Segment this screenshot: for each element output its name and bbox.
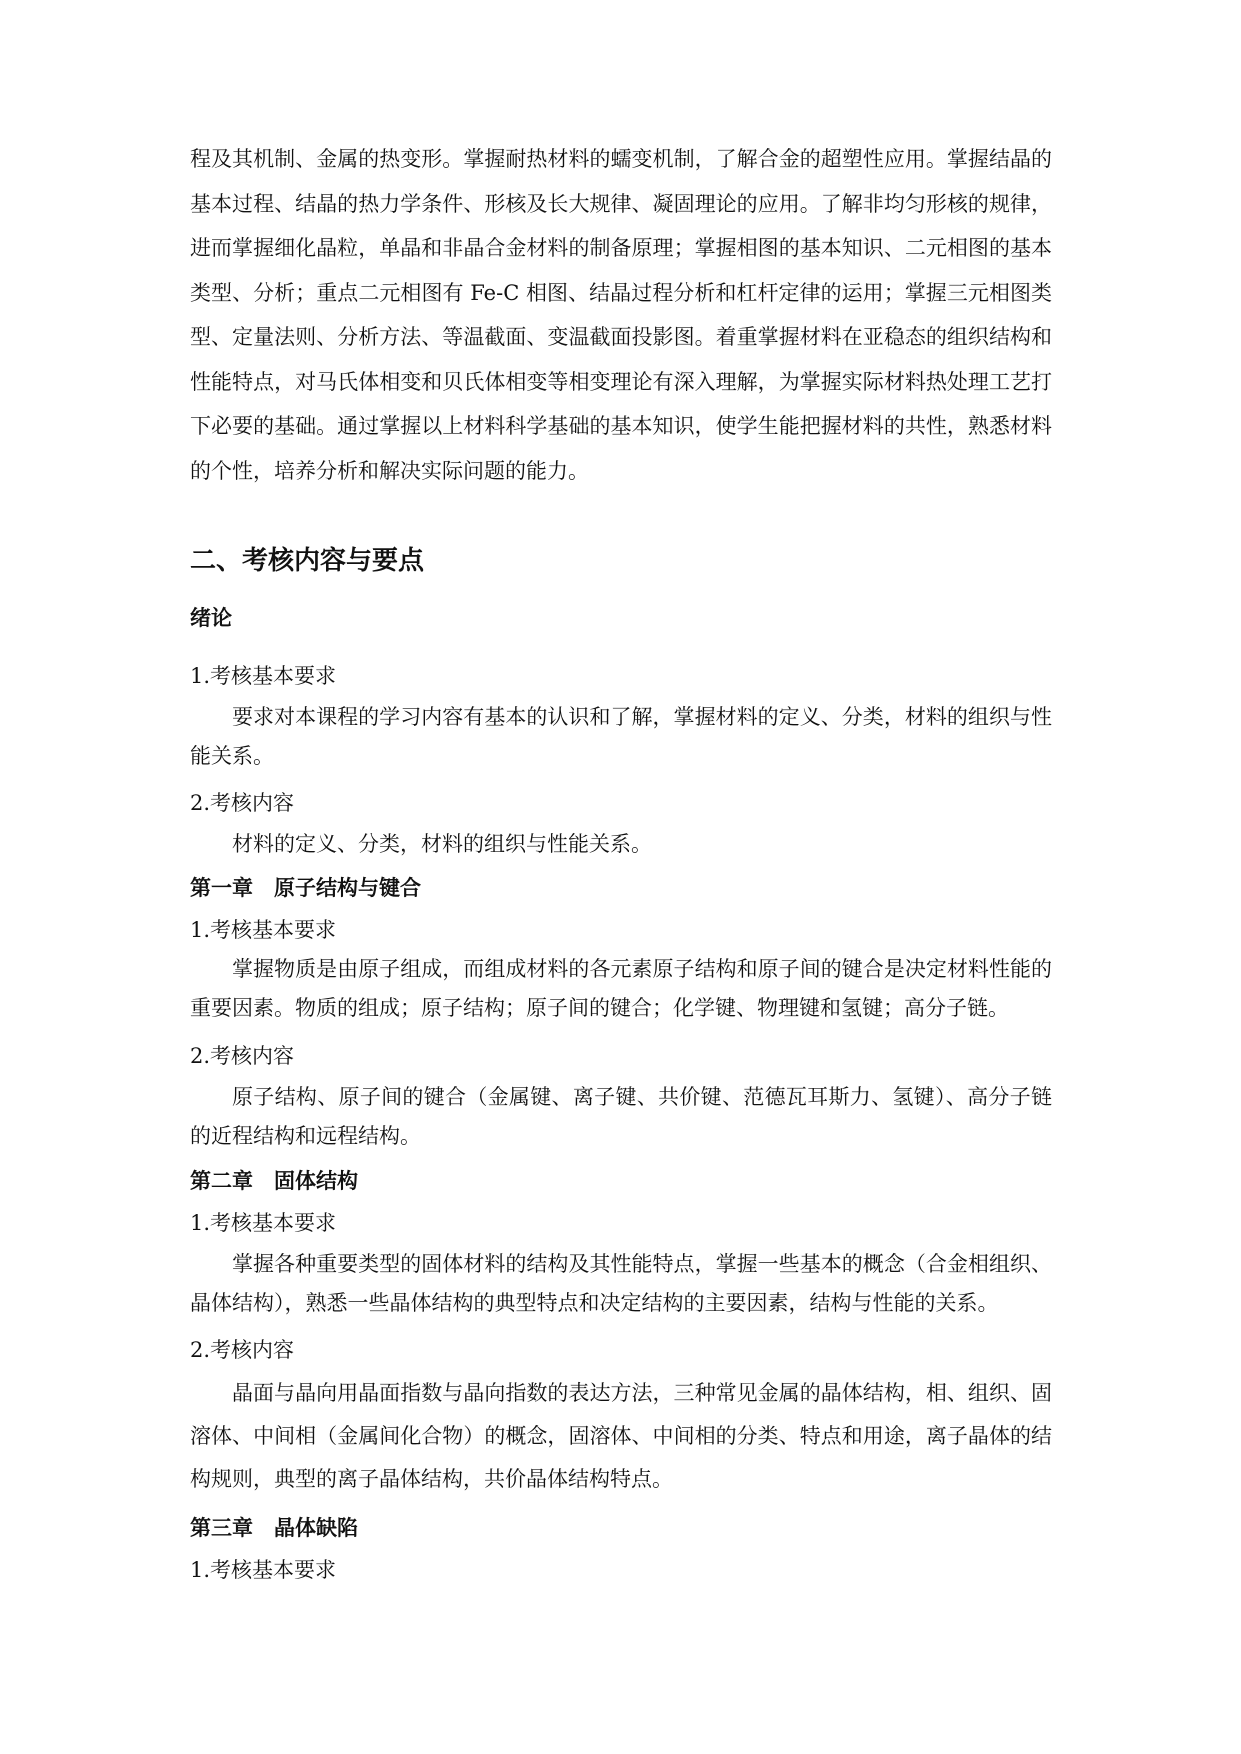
chapter2-title: 第二章 固体结构 xyxy=(190,1168,358,1193)
chapter1-content-text: 原子结构、原子间的键合（金属键、离子键、共价键、范德瓦耳斯力、氢键）、高分子链的近程结构和远程结构。 xyxy=(190,1085,1052,1148)
chapter2-content-label: 2.考核内容 xyxy=(190,1338,295,1362)
section-title: 二、考核内容与要点 xyxy=(190,546,425,576)
intro-section-title: 绪论 xyxy=(190,605,232,630)
chapter2-req-text: 掌握各种重要类型的固体材料的结构及其性能特点，掌握一些基本的概念（合金相组织、晶体结构），熟悉一些晶体结构的典型特点和决定结构的主要因素，结构与性能的关系。 xyxy=(190,1252,1052,1315)
intro-paragraph: 程及其机制、金属的热变形。掌握耐热材料的蠕变机制，了解合金的超塑性应用。掌握结晶的基本过程、结晶的热力学条件、形核及长大规律、凝固理论的应用。了解非均匀形核的规律，进而掌握细化晶粒，单晶和非晶合金材料的制备原理；掌握相图的基本知识、二元相图的基本类型、分析；重点二元相图有 Fe-C 相图、结晶过程分析和杠杆定律的运用；掌握三元相图类型、定量法则、分析方法、等温截面、变温截面投影图。着重掌握材料在亚稳态的组织结构和性能特点，对马氏体相变和贝氏体相变等相变理论有深入理解，为掌握实际材料热处理工艺打下必要的基础。通过掌握以上材料科学基础的基本知识，使学生能把握材料的共性，熟悉材料的个性，培养分析和解决实际问题的能力。 xyxy=(190,147,1052,483)
chapter1-content-label: 2.考核内容 xyxy=(190,1044,295,1068)
chapter2-req-label: 1.考核基本要求 xyxy=(190,1211,337,1235)
chapter2-content-text: 晶面与晶向用晶面指数与晶向指数的表达方法，三种常见金属的晶体结构，相、组织、固溶体、中间相（金属间化合物）的概念，固溶体、中间相的分类、特点和用途，离子晶体的结构规则，典型的离子晶体结构，共价晶体结构特点。 xyxy=(190,1381,1052,1491)
intro-req-text: 要求对本课程的学习内容有基本的认识和了解，掌握材料的定义、分类，材料的组织与性能关系。 xyxy=(190,705,1052,768)
chapter1-req-text: 掌握物质是由原子组成，而组成材料的各元素原子结构和原子间的键合是决定材料性能的重要因素。物质的组成；原子结构；原子间的键合；化学键、物理键和氢键；高分子链。 xyxy=(190,957,1052,1020)
chapter3-req-label: 1.考核基本要求 xyxy=(190,1558,337,1582)
intro-req-label: 1.考核基本要求 xyxy=(190,664,337,688)
intro-content-text: 材料的定义、分类，材料的组织与性能关系。 xyxy=(232,832,652,856)
chapter3-title: 第三章 晶体缺陷 xyxy=(190,1515,358,1540)
chapter1-req-label: 1.考核基本要求 xyxy=(190,918,337,942)
intro-content-label: 2.考核内容 xyxy=(190,791,295,815)
chapter1-title: 第一章 原子结构与键合 xyxy=(190,875,421,900)
